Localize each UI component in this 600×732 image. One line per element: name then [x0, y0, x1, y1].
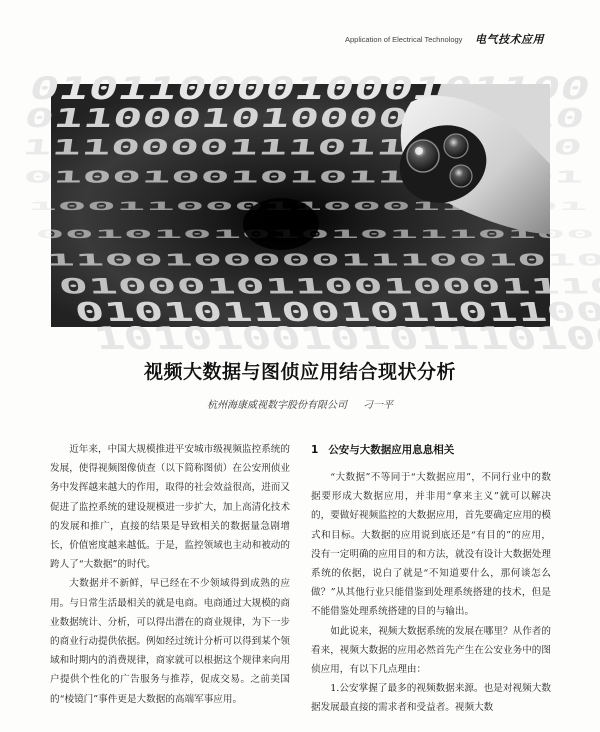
- binary-row: 0101100001000101100: [25, 71, 389, 107]
- body-paragraph: “大数据”不等同于“大数据应用”，不同行业中的数据要形成大数据应用，并非用“拿来主义”就可以解决的，要做好视频监控的大数据应用，首先要确定应用的模式和目标。大数据的应用说到底还是“有目的”的应用，没有一定明确的应用目的和方法，就没有设计大数据处理系统的依据，说白了就是“不知道要什么，那何谈怎么做？”从其他行业只能借鉴到处理系统搭建的技术，但是不能借鉴处理系统搭建的目的与输出。: [311, 472, 551, 618]
- byline: [0, 396, 600, 411]
- journal-name-chinese: 电气技术应用: [475, 33, 544, 46]
- article-title: 视频大数据与图侦应用结合现状分析: [143, 360, 456, 383]
- body-paragraph: 如此说来，视频大数据系统的发展在哪里？从作者的看来，视频大数据的应用必然首先产生在公安业务中的图侦应用，有以下几点理由：: [311, 625, 551, 676]
- section-number: 1: [311, 444, 319, 456]
- body-paragraph: 大数据并不新鲜，早已经在不少领域得到成熟的应用。与日常生活最相关的就是电商。电商通过大规模的商业数据统计、分析，可以得出潜在的商业规律，为下一步的商业行动提供依据。例如经过统计分析可以得到某个领域和时期内的消费规律，商家就可以根据这个规律来向用户提供个性化的广告服务与推荐，促成交易。之前美国的“棱镜门”事件更是大数据的高端军事应用。: [50, 578, 290, 705]
- hero-illustration: [20, 71, 550, 357]
- binary-row: 1110000111011000010: [20, 135, 267, 161]
- binary-row: 1100100000111001010: [44, 250, 233, 270]
- binary-row: 1010100101011101001: [90, 321, 454, 357]
- binary-row: 0110001010000111010: [21, 103, 326, 134]
- left-column: [50, 440, 290, 709]
- binary-tunnel-image: [20, 71, 550, 357]
- body-paragraph: 近年来，中国大规模推进平安城市级视频监控系统的发展，使得视频图像侦查（以下简称图侦）在公安刑侦业务中发挥越来越大的作用，取得的社会效益很高，进而又促进了监控系统的建设规模进一步扩大，加上高清化技术的发展和推广，直接的结果是导致相关的数据量急剧增长，价值密度越来越低。于是，监控领域也主动和被动的跨人了“大数据”的时代。: [50, 444, 290, 571]
- binary-row: 0101011001011011000: [72, 298, 377, 329]
- running-header: [0, 28, 600, 50]
- right-column: [311, 440, 551, 718]
- binary-row: 1001100011000110001: [27, 199, 159, 214]
- binary-row: 0010101010101110100: [34, 226, 167, 241]
- author-name: 刁一平: [363, 400, 393, 411]
- journal-name-english: Application of Electrical Technology: [345, 35, 463, 44]
- binary-row: 0100010110010001110: [57, 274, 304, 300]
- section-heading: [311, 440, 551, 460]
- author-affiliation: 杭州海康威视数字股份有限公司: [207, 400, 347, 411]
- body-paragraph: 1.公安掌握了最多的视频数据来源。也是对视频大数据发展最直接的需求者和受益者。视频大数: [311, 683, 551, 714]
- tunnel-center: [243, 198, 319, 250]
- section-title: 公安与大数据应用息息相关: [328, 444, 455, 456]
- binary-row: 0100100101011010101: [22, 167, 212, 187]
